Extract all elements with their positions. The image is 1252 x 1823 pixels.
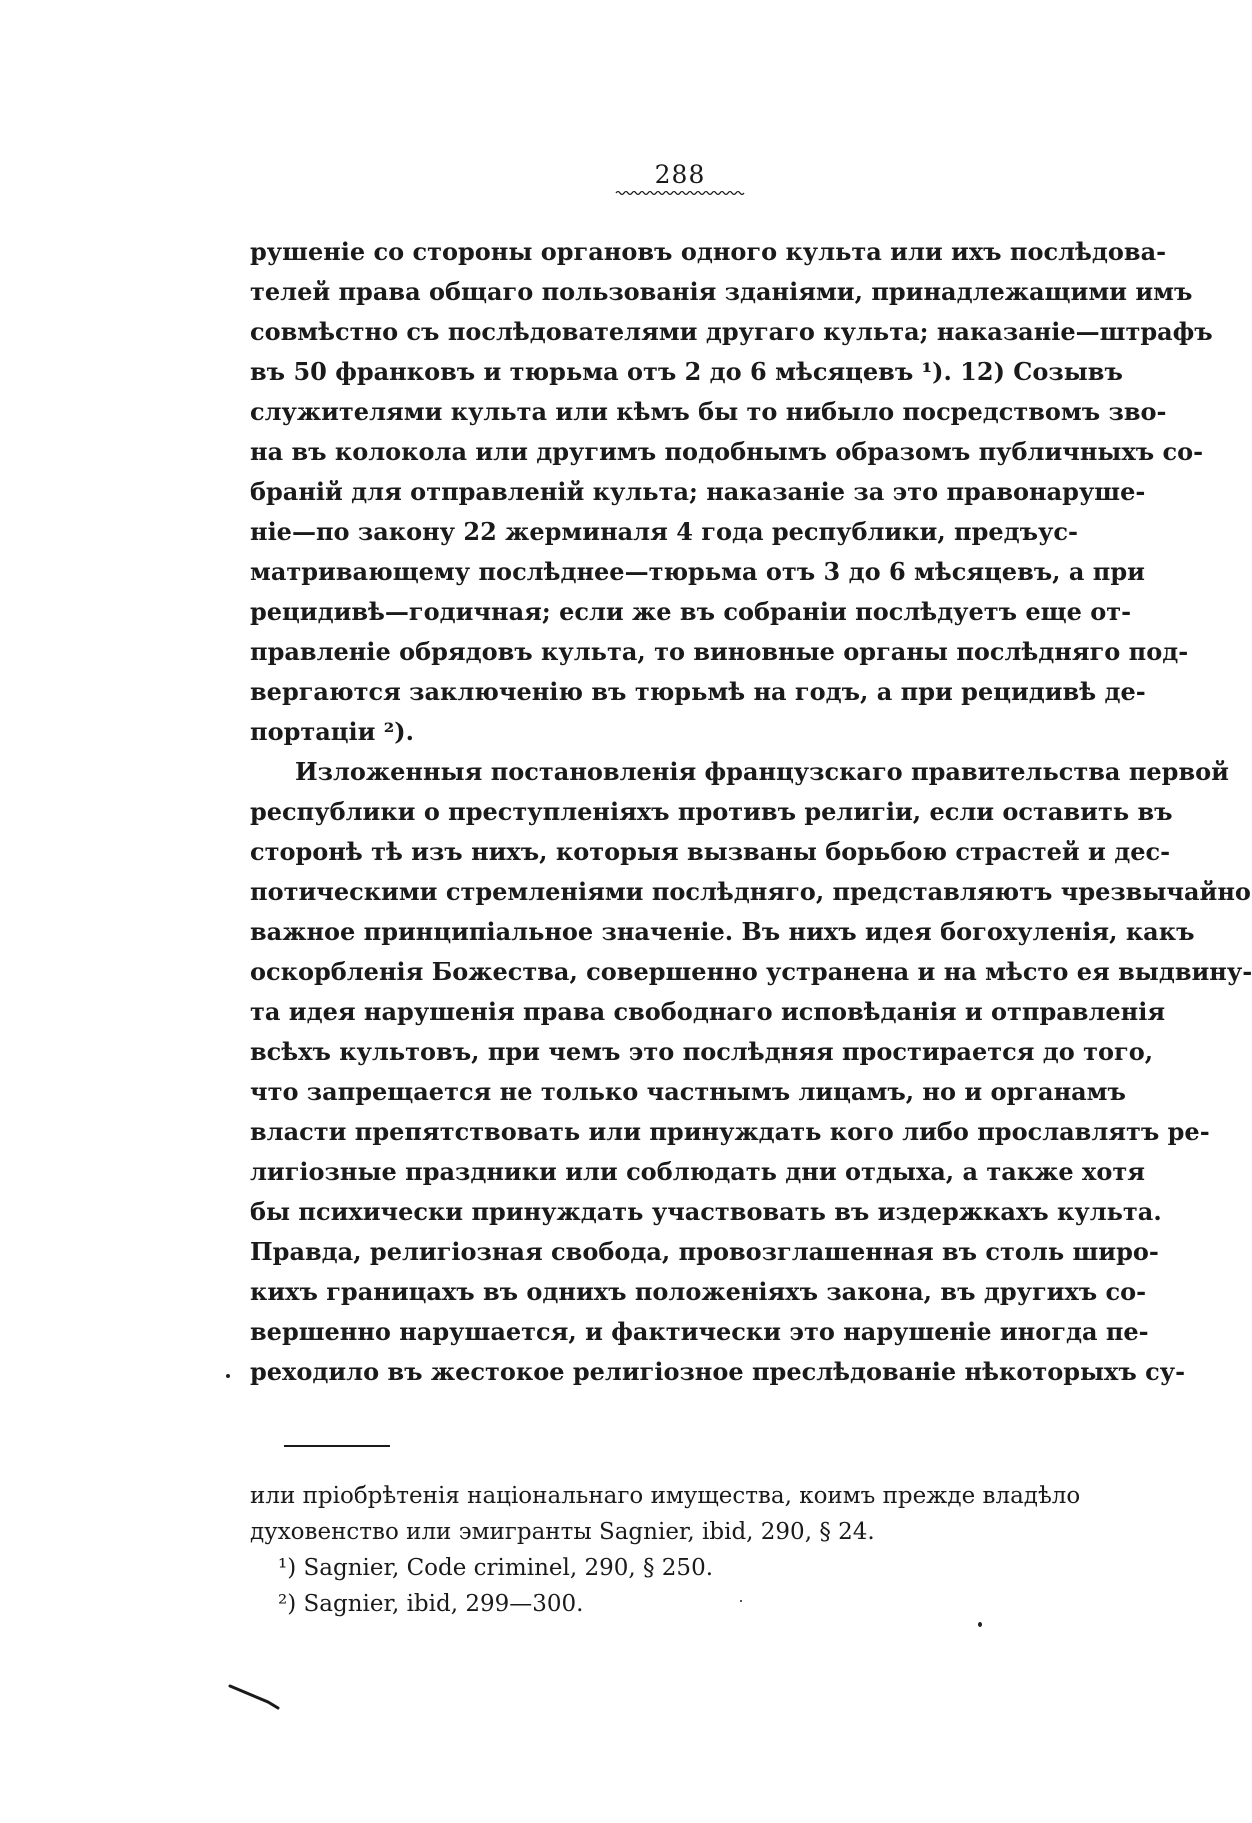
text-line: совмѣстно съ послѣдователями другаго культа; наказаніе—штрафъ — [250, 317, 1213, 346]
text-line: ніе—по закону 22 жерминаля 4 года республики, предъус- — [250, 517, 1078, 546]
text-line: реходило въ жестокое религіозное преслѣдованіе нѣкоторыхъ су- — [250, 1357, 1186, 1386]
page-number: 288 — [654, 160, 706, 189]
text-line: всѣхъ культовъ, при чемъ это послѣдняя простирается до того, — [250, 1037, 1154, 1066]
text-line: правленіе обрядовъ культа, то виновные органы послѣдняго под- — [250, 637, 1189, 666]
text-line: потическими стремленіями послѣдняго, представляютъ чрезвычайно — [250, 877, 1251, 906]
text-line: бы психически принуждать участвовать въ издержкахъ культа. — [250, 1197, 1162, 1226]
footnote-1-text: Sagnier, Code criminel, 290, § 250. — [303, 1555, 714, 1581]
page-number-wavy-rule — [616, 190, 744, 196]
footnote-2-text: Sagnier, ibid, 299—300. — [303, 1591, 584, 1617]
text-line: важное принципіальное значеніе. Въ нихъ идея богохуленія, какъ — [250, 917, 1195, 946]
text-line: на въ колокола или другимъ подобнымъ образомъ публичныхъ со- — [250, 437, 1204, 466]
text-line: телей права общаго пользованія зданіями, принадлежащими имъ — [250, 277, 1193, 306]
text-line: матривающему послѣднее—тюрьма отъ 3 до 6 мѣсяцевъ, а при — [250, 557, 1145, 586]
footnote-1 — [250, 1550, 1070, 1586]
footnote-2-marker: ²) — [278, 1591, 297, 1617]
text-line: вергаются заключенію въ тюрьмѣ на годъ, а при рецидивѣ де- — [250, 677, 1146, 706]
paragraph-first-line: Изложенныя постановленія французскаго правительства первой — [295, 757, 1229, 786]
ink-speck — [978, 1622, 982, 1627]
ink-speck — [226, 1374, 230, 1378]
text-line: та идея нарушенія права свободнаго исповѣданія и отправленія — [250, 997, 1166, 1026]
text-line: власти препятствовать или принуждать кого либо прославлятъ ре- — [250, 1117, 1210, 1146]
text-line: сторонѣ тѣ изъ нихъ, которыя вызваны борьбою страстей и дес- — [250, 837, 1171, 866]
text-line: Правда, религіозная свобода, провозглашенная въ столь широ- — [250, 1237, 1159, 1266]
text-line: лигіозные праздники или соблюдать дни отдыха, а также хотя — [250, 1157, 1145, 1186]
text-line: вершенно нарушается, и фактически это нарушеніе иногда пе- — [250, 1317, 1149, 1346]
text-line: служителями культа или кѣмъ бы то нибыло посредствомъ зво- — [250, 397, 1167, 426]
text-line: въ 50 франковъ и тюрьма отъ 2 до 6 мѣсяцевъ ¹). 12) Созывъ — [250, 357, 1123, 386]
footnote-separator — [284, 1445, 390, 1447]
text-line: портаціи ²). — [250, 717, 415, 746]
footnote-continuation-line: духовенство или эмигранты Sagnier, ibid, 290, § 24. — [250, 1519, 875, 1545]
ink-speck — [740, 1600, 742, 1602]
text-line: рушеніе со стороны органовъ одного культа или ихъ послѣдова- — [250, 237, 1167, 266]
footnote-2 — [250, 1586, 1070, 1622]
text-line: кихъ границахъ въ однихъ положеніяхъ закона, въ другихъ со- — [250, 1277, 1147, 1306]
pen-stroke-mark — [228, 1682, 280, 1710]
text-line: рецидивѣ—годичная; если же въ собраніи послѣдуетъ еще от- — [250, 597, 1132, 626]
text-line: оскорбленія Божества, совершенно устранена и на мѣсто ея выдвину- — [250, 957, 1252, 986]
text-line: республики о преступленіяхъ противъ религіи, если оставить въ — [250, 797, 1173, 826]
footnote-continuation-line: или пріобрѣтенія національнаго имущества, коимъ прежде владѣло — [250, 1483, 1081, 1509]
footnotes — [250, 1478, 1081, 1622]
footnote-1-marker: ¹) — [278, 1555, 297, 1581]
text-line: браній для отправленій культа; наказаніе за это правонаруше- — [250, 477, 1146, 506]
text-line: что запрещается не только частнымъ лицамъ, но и органамъ — [250, 1077, 1126, 1106]
body-text — [250, 232, 1252, 1392]
